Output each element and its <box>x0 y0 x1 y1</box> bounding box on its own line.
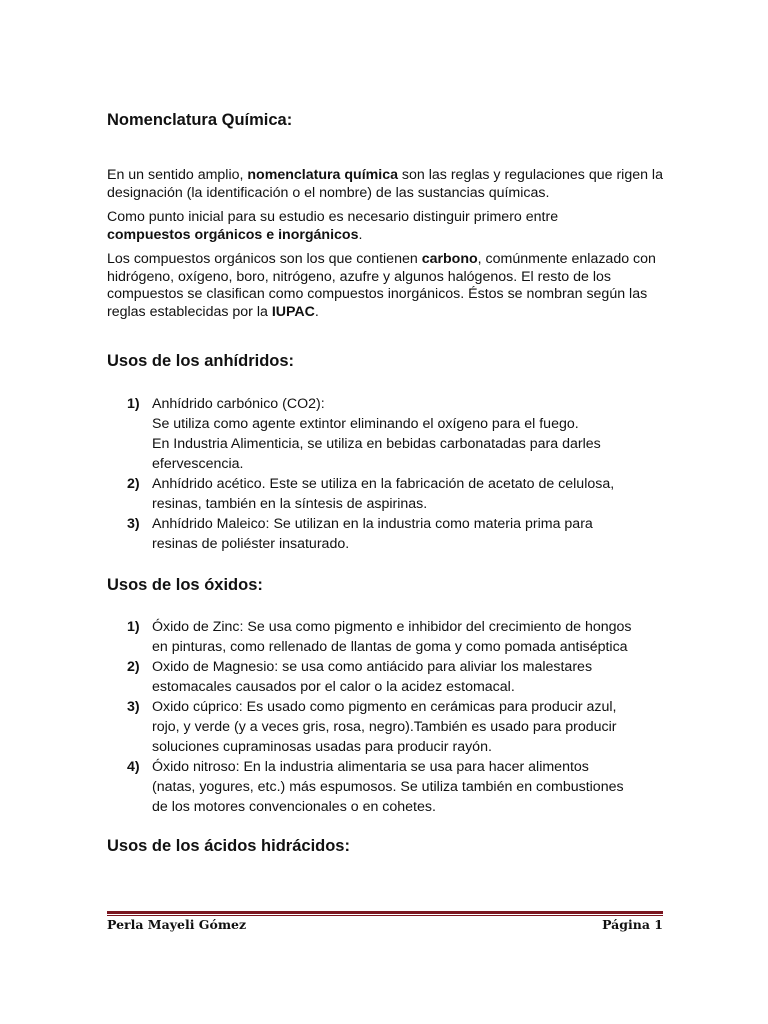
list-item-line: soluciones cupraminosas usadas para producir rayón. <box>152 739 492 755</box>
text-span: Los compuestos orgánicos son los que contienen <box>107 251 422 267</box>
list-item-line: Oxido cúprico: Es usado como pigmento en cerámicas para producir azul, <box>152 699 617 715</box>
list-item-line: resinas, también en la síntesis de aspirinas. <box>152 496 428 512</box>
list-item-number: 2) <box>127 659 140 675</box>
footer-rule <box>107 911 663 914</box>
list-item-line: de los motores convencionales o en cohetes. <box>152 799 436 815</box>
text-span: . <box>314 303 319 320</box>
bold-term: nomenclatura química <box>247 167 398 183</box>
text-span: En un sentido amplio, <box>107 167 248 183</box>
footer-page-number: Página 1 <box>602 917 663 932</box>
text-span: son las reglas y regulaciones que rigen la designación (la identificación o el nombre) de las sustancias químicas. <box>107 167 663 201</box>
section-heading-acidos: Usos de los ácidos hidrácidos: <box>107 837 350 855</box>
list-item-line: estomacales causados por el calor o la acidez estomacal. <box>152 679 515 695</box>
list-item-line: Anhídrido carbónico (CO2): <box>152 396 325 412</box>
list-item-line: en pinturas, como rellenado de llantas de goma y como pomada antiséptica <box>152 639 628 655</box>
bold-term: IUPAC <box>271 303 315 320</box>
intro-paragraph-3 <box>107 251 663 321</box>
bold-term: carbono <box>421 251 478 267</box>
list-item <box>107 394 663 474</box>
oxidos-list <box>107 617 663 817</box>
list-item-line: Óxido nitroso: En la industria alimentaria se usa para hacer alimentos <box>152 759 589 775</box>
list-item-line: rojo, y verde (y a veces gris, rosa, negro).También es usado para producir <box>152 719 617 735</box>
document-title: Nomenclatura Química: <box>107 111 293 129</box>
list-item-number: 1) <box>127 396 140 412</box>
list-item-line: Se utiliza como agente extintor eliminando el oxígeno para el fuego. <box>152 416 579 432</box>
list-item-line: En Industria Alimenticia, se utiliza en bebidas carbonatadas para darles <box>152 436 601 452</box>
list-item-line: (natas, yogures, etc.) más espumosos. Se utiliza también en combustiones <box>152 779 624 795</box>
text-span: Como punto inicial para su estudio es necesario distinguir primero entre <box>107 209 559 225</box>
intro-paragraph-2 <box>107 209 577 244</box>
list-item-line: Anhídrido Maleico: Se utilizan en la industria como materia prima para <box>152 516 593 532</box>
list-item <box>107 474 663 514</box>
list-item <box>107 617 663 657</box>
list-item-number: 3) <box>127 516 140 532</box>
section-heading-oxidos: Usos de los óxidos: <box>107 576 263 594</box>
section-heading-anhidridos: Usos de los anhídridos: <box>107 352 295 370</box>
list-item-line: Anhídrido acético. Este se utiliza en la fabricación de acetato de celulosa, <box>152 476 615 492</box>
list-item <box>107 757 663 817</box>
list-item <box>107 697 663 757</box>
list-item-number: 2) <box>127 476 140 492</box>
list-item-number: 3) <box>127 699 140 715</box>
list-item-line: Oxido de Magnesio: se usa como antiácido para aliviar los malestares <box>152 659 593 675</box>
list-item <box>107 657 663 697</box>
text-span: . <box>358 226 363 243</box>
footer-author: Perla Mayeli Gómez <box>107 917 247 932</box>
list-item-line: efervescencia. <box>152 456 244 472</box>
list-item-line: Óxido de Zinc: Se usa como pigmento e inhibidor del crecimiento de hongos <box>152 619 632 635</box>
footer-rule-thin <box>107 915 663 916</box>
list-item <box>107 514 663 554</box>
intro-paragraph-1 <box>107 167 663 202</box>
text-span: , comúnmente enlazado con hidrógeno, oxígeno, boro, nitrógeno, azufre y algunos halógenos. El resto de los compuestos se clasifican como compuestos inorgánicos. Éstos se nombran según las reglas establecidas por la <box>107 251 656 320</box>
list-item-number: 4) <box>127 759 140 775</box>
list-item-number: 1) <box>127 619 140 635</box>
anhidridos-list <box>107 394 663 554</box>
bold-term: compuestos orgánicos e inorgánicos <box>107 226 359 243</box>
list-item-line: resinas de poliéster insaturado. <box>152 536 350 552</box>
